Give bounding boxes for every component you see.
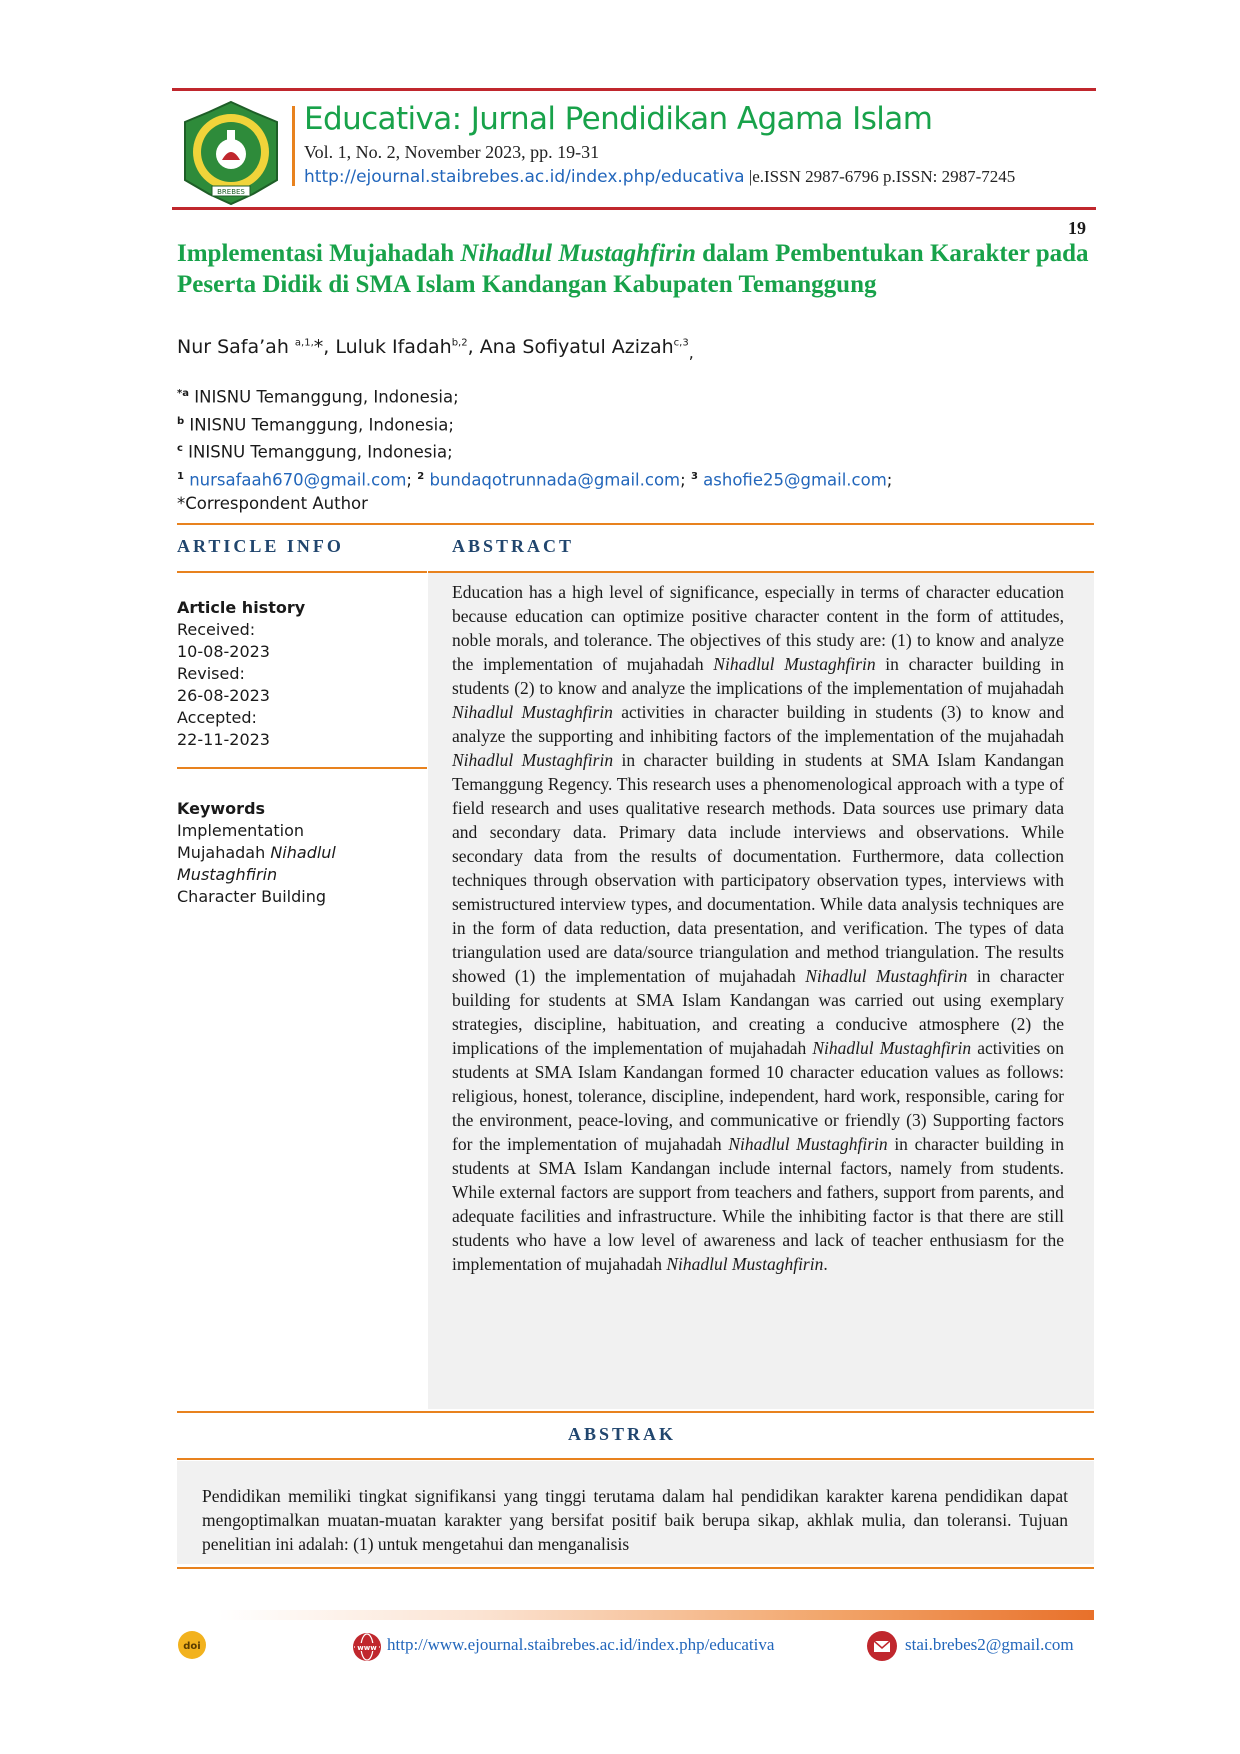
correspondent-note: *Correspondent Author — [177, 494, 368, 513]
article-history-label: Article history — [177, 598, 306, 617]
email-sep-3: ; — [886, 470, 893, 489]
email-1-link[interactable]: nursafaah670@gmail.com — [189, 470, 407, 489]
journal-volume: Vol. 1, No. 2, November 2023, pp. 19-31 — [304, 142, 600, 162]
affil-a-sup: *a — [177, 388, 189, 399]
abstract-heading: ABSTRACT — [452, 536, 575, 556]
title-text-2: dalam Pembentukan Karakter pada Peserta Didik di SMA Islam Kandangan Kabupaten Temanggung — [177, 240, 1089, 298]
www-label: www — [357, 1644, 377, 1652]
abstract-text: Education has a high level of significance, especially in terms of character education because education can optimize positive character content in the form of attitudes, noble morals, and tolerance. The objectives of this study are: (1) to know and analyze the implementation of mujahadah Nihadlul Mustaghfirin in character building in students (2) to know and analyze the implications of the implementation of mujahadah Nihadlul Mustaghfirin activities in character building in students (3) to know and analyze the supporting and inhibiting factors of the implementation of the mujahadah Nihadlul Mustaghfirin in character building in students at SMA Islam Kandangan Temanggung Regency. This research uses a phenomenological approach with a type of field research and uses qualitative research methods. Data sources use primary data and secondary data. Primary data include interviews and observations. While secondary data from the results of documentation. Furthermore, data collection techniques through observation with participatory observation types, interviews with semistructured interview types, and documentation. While data analysis techniques are in the form of data reduction, data presentation, and verification. The types of data triangulation used are data/source triangulation and method triangulation. The results showed (1) the implementation of mujahadah Nihadlul Mustaghfirin in character building for students at SMA Islam Kandangan was carried out using exemplary strategies, discipline, habituation, and creating a conducive atmosphere (2) the implications of the implementation of mujahadah Nihadlul Mustaghfirin activities on students at SMA Islam Kandangan formed 10 character education values as follows: religious, honest, tolerance, discipline, independent, hard work, responsible, caring for the environment, peace-loving, and communicative or friendly (3) Supporting factors for the implementation of mujahadah Nihadlul Mustaghfirin in character building in students at SMA Islam Kandangan include internal factors, namely from students. While external factors are support from teachers and fathers, support from parents, and adequate facilities and infrastructure. While the inhibiting factor is that there are still students who have a low level of awareness and lack of teacher enthusiasm for the implementation of mujahadah Nihadlul Mustaghfirin. — [452, 582, 1065, 1274]
keywords-label: Keywords — [177, 799, 266, 818]
article-info — [177, 597, 427, 751]
info-head-rule — [177, 571, 427, 573]
affiliation-a — [177, 382, 892, 410]
journal-url-link[interactable]: http://ejournal.staibrebes.ac.id/index.php/educativa — [304, 167, 745, 187]
journal-issn: |e.ISSN 2987-6796 p.ISSN: 2987-7245 — [744, 167, 1016, 186]
logo-caption: BREBES — [217, 188, 245, 196]
affil-c-sup: c — [177, 443, 183, 454]
affil-b-sup: b — [177, 415, 185, 427]
revised-date: 26-08-2023 — [177, 686, 270, 705]
email-2-link[interactable]: bundaqotrunnada@gmail.com — [429, 470, 681, 489]
envelope-icon — [866, 1630, 898, 1662]
abstrak-head-rule — [177, 1458, 1094, 1460]
page-number: 19 — [1068, 218, 1086, 238]
affiliations — [177, 382, 892, 516]
article-info-heading: ARTICLE INFO — [177, 536, 344, 556]
author-3: Ana Sofiyatul Azizah — [479, 336, 674, 358]
accepted-date: 22-11-2023 — [177, 730, 270, 749]
footer-gradient-bar — [218, 1610, 1094, 1620]
email-sep-1: ; — [406, 470, 418, 489]
header-bottom-rule — [172, 207, 1096, 210]
abstrak-heading: ABSTRAK — [568, 1424, 677, 1444]
affil-b-text: INISNU Temanggung, Indonesia; — [184, 415, 454, 434]
globe-icon — [352, 1632, 382, 1662]
author-1-sup: a,1, — [294, 337, 314, 349]
doi-icon[interactable] — [177, 1630, 207, 1660]
keywords-rule — [177, 767, 427, 769]
keyword-3: Character Building — [177, 887, 326, 906]
author-end: , — [688, 342, 694, 362]
paper-title — [177, 238, 1097, 300]
abstrak-top-rule — [177, 1411, 1094, 1413]
accepted-label: Accepted: — [177, 708, 257, 727]
header-top-rule — [172, 88, 1096, 91]
author-2: Luluk Ifadah — [335, 336, 452, 358]
author-sep: , — [467, 336, 480, 358]
affil-a-text: INISNU Temanggung, Indonesia; — [188, 387, 459, 407]
journal-logo-icon — [178, 100, 284, 206]
email-line — [177, 465, 892, 493]
affil-c-text: INISNU Temanggung, Indonesia; — [182, 442, 453, 462]
abstrak-bottom-rule — [177, 1567, 1094, 1569]
author-1-star: *, — [313, 336, 336, 358]
email-3-link[interactable]: ashofie25@gmail.com — [703, 470, 887, 489]
author-list — [177, 336, 694, 362]
info-top-rule — [177, 523, 1094, 525]
journal-url-line — [304, 167, 1015, 187]
keyword-1: Implementation — [177, 821, 305, 840]
email-1-sup: 1 — [177, 470, 184, 482]
doi-label: doi — [183, 1641, 201, 1652]
author-3-sup: c,3 — [673, 337, 689, 349]
author-2-sup: b,2 — [451, 337, 468, 349]
revised-label: Revised: — [177, 664, 245, 683]
journal-title: Educativa: Jurnal Pendidikan Agama Islam — [304, 101, 933, 137]
email-3-sup: 3 — [690, 470, 698, 482]
title-text-1: Implementasi Mujahadah — [177, 240, 461, 267]
received-label: Received: — [177, 620, 256, 639]
header-accent-bar — [292, 106, 295, 186]
affiliation-b — [177, 410, 892, 438]
affiliation-c — [177, 437, 892, 465]
footer-url-link[interactable]: http://www.ejournal.staibrebes.ac.id/index.php/educativa — [387, 1635, 775, 1654]
email-2-sup: 2 — [417, 470, 425, 482]
footer-email-link[interactable]: stai.brebes2@gmail.com — [905, 1635, 1074, 1654]
keywords-block — [177, 798, 427, 908]
abstrak-text: Pendidikan memiliki tingkat signifikansi yang tinggi terutama dalam hal pendidikan karakter karena pendidikan dapat mengoptimalkan muatan-muatan karakter yang bersifat positif baik berupa sikap, akhlak mulia, dan toleransi. Tujuan penelitian ini adalah: (1) untuk mengetahui dan menganalisis — [202, 1486, 1068, 1554]
title-italic-term: Nihadlul Mustaghfirin — [460, 240, 696, 267]
keyword-2: Mujahadah Nihadlul Mustaghfirin — [177, 843, 336, 884]
email-sep-2: ; — [680, 470, 691, 489]
received-date: 10-08-2023 — [177, 642, 270, 661]
author-1: Nur Safa’ah — [177, 336, 295, 358]
